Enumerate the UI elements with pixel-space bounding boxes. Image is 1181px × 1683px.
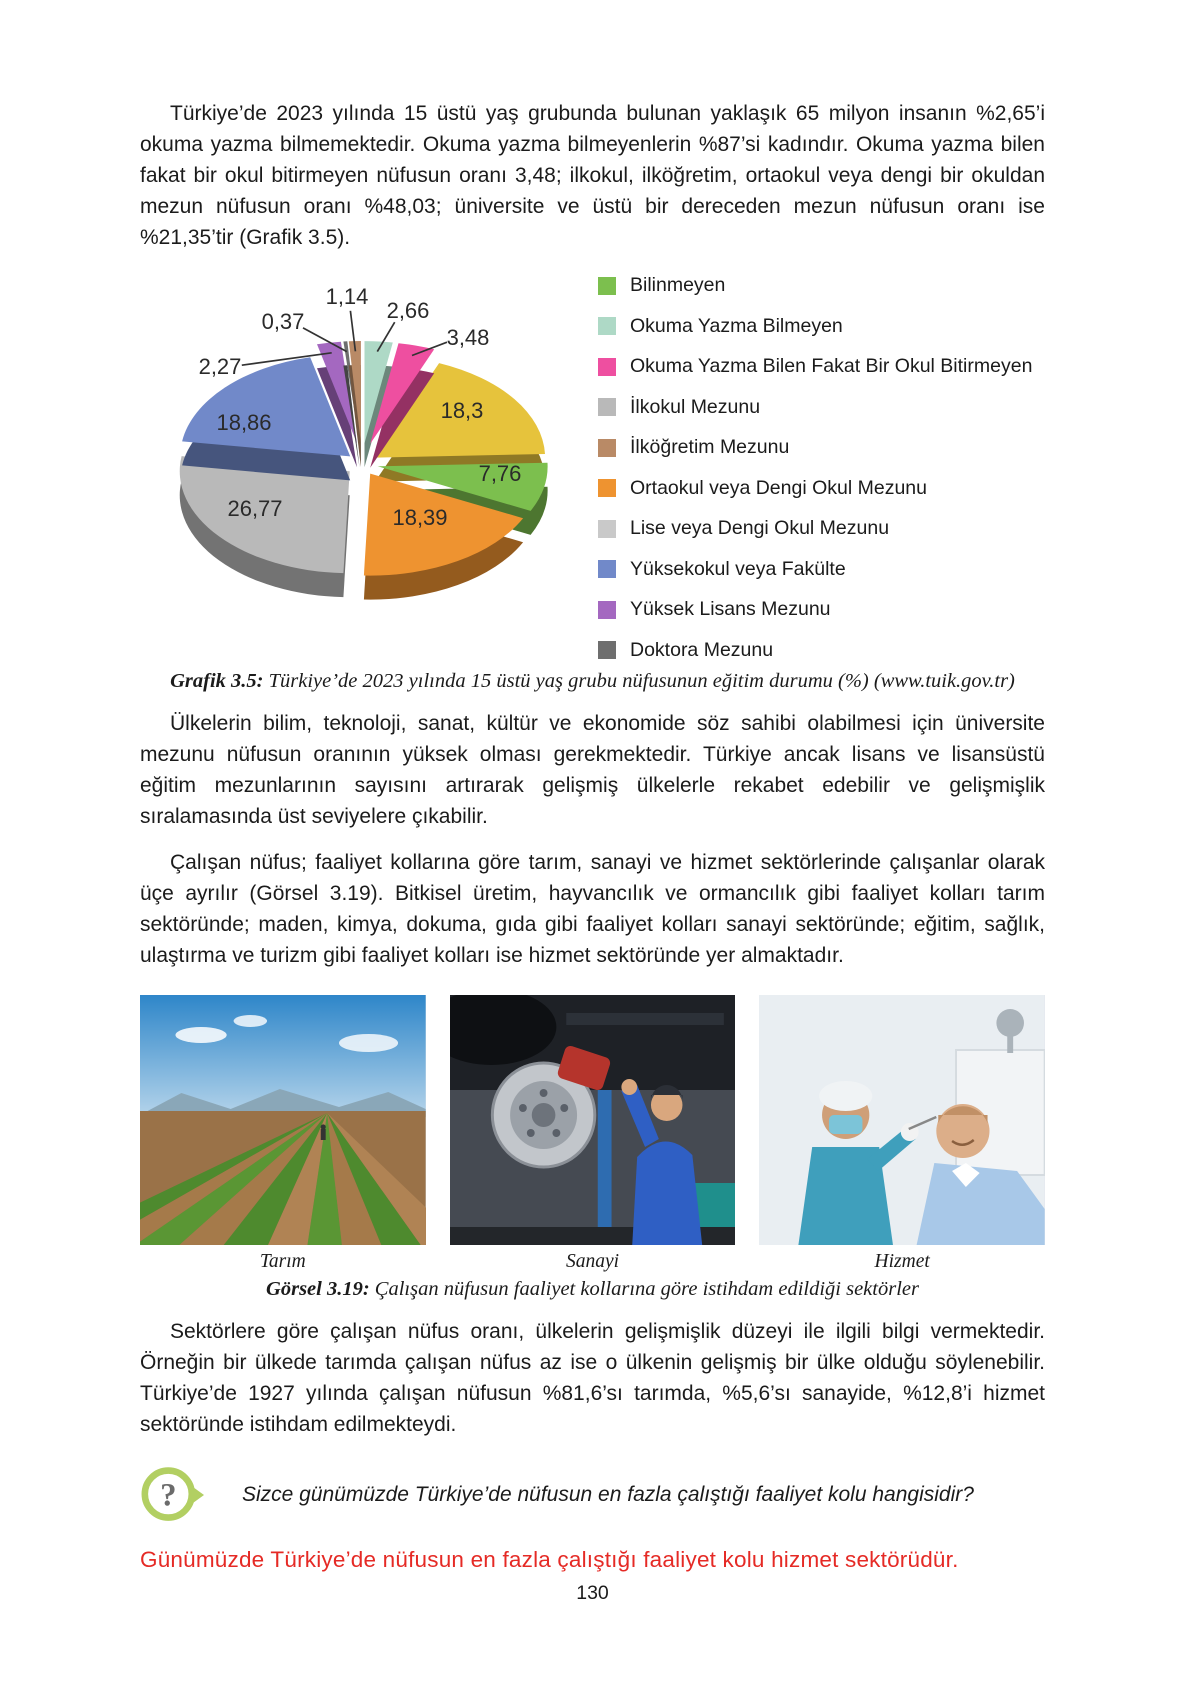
photo-tarim	[140, 995, 426, 1245]
legend-item	[598, 477, 1032, 500]
legend-swatch	[598, 641, 616, 659]
grafik-caption-label: Grafik 3.5:	[170, 669, 264, 692]
pie-value-label: 18,39	[392, 505, 448, 530]
caption-hizmet: Hizmet	[874, 1250, 930, 1272]
legend-label: Ortaokul veya Dengi Okul Mezunu	[630, 476, 927, 499]
legend-item	[598, 639, 1032, 662]
legend-item	[598, 436, 1032, 459]
photo-sanayi	[450, 995, 736, 1245]
farm-field-illustration	[140, 995, 426, 1245]
legend-swatch	[598, 439, 616, 457]
sectors-paragraph: Çalışan nüfus; faaliyet kollarına göre tarım, sanayi ve hizmet sektörlerinde çalışanlar olarak üçe ayrılır (Görsel 3.19). Bitkisel üretim, hayvancılık ve ormancılık gibi faaliyet kolları tarım sektöründe; maden, kimya, dokuma, gıda gibi faaliyet kolları sanayi sektöründe; eğitim, sağlık, ulaştırma ve turizm gibi faaliyet kolları ise hizmet sektöründe yer almaktadır.	[140, 850, 1045, 967]
pie-value-label: 2,66	[386, 298, 430, 323]
legend-label: Okuma Yazma Bilmeyen	[630, 314, 843, 337]
legend-item	[598, 355, 1032, 378]
legend-label: Doktora Mezunu	[630, 638, 774, 661]
photo-hizmet	[759, 995, 1045, 1245]
pie-value-label: 7,76	[478, 461, 522, 486]
grafik-caption	[140, 668, 1045, 694]
caption-sanayi: Sanayi	[565, 1250, 620, 1272]
question-mark-icon	[140, 1464, 206, 1526]
healthcare-illustration	[759, 995, 1045, 1245]
gorsel-caption-label: Görsel 3.19:	[266, 1277, 370, 1300]
chart-legend	[598, 268, 1032, 662]
legend-item	[598, 598, 1032, 621]
education-pie-chart-figure	[140, 268, 1045, 662]
legend-item	[598, 315, 1032, 338]
pie-value-label: 0,37	[261, 309, 305, 334]
question-block	[140, 1464, 1045, 1526]
sector-photos	[140, 995, 1045, 1245]
history-paragraph: Sektörlere göre çalışan nüfus oranı, ülkelerin gelişmişlik düzeyi ile ilgili bilgi vermektedir. Örneğin bir ülkede tarımda çalışan nüfus az ise o ülkenin gelişmiş bir ülke olduğu söylenebilir. Türkiye’de 1927 yılında çalışan nüfusun %81,6’sı tarımda, %5,6’sı sanayide, %12,8’i hizmet sektöründe istihdam edilmekteydi.	[140, 1319, 1045, 1436]
legend-item	[598, 396, 1032, 419]
gorsel-caption	[140, 1276, 1045, 1302]
question-text: Sizce günümüzde Türkiye’de nüfusun en fazla çalıştığı faaliyet kolu hangisidir?	[242, 1483, 974, 1506]
photo-captions	[140, 1250, 1045, 1274]
intro-paragraph: Türkiye’de 2023 yılında 15 üstü yaş grubunda bulunan yaklaşık 65 milyon insanın %2,65’i okuma yazma bilmemektedir. Okuma yazma bilmeyenlerin %87’si kadındır. Okuma yazma bilen fakat bir okul bitirmeyen nüfusun oranı 3,48; ilkokul, ilköğretim, ortaokul veya dengi bir okuldan mezun nüfusun oranı %48,03; üniversite ve üstü bir dereceden mezun nüfusun oranı ise %21,35’tir (Grafik 3.5).	[140, 102, 1045, 249]
caption-tarim: Tarım	[259, 1250, 306, 1272]
legend-swatch	[598, 317, 616, 335]
legend-swatch	[598, 479, 616, 497]
legend-item	[598, 517, 1032, 540]
legend-label: Yüksekokul veya Fakülte	[630, 557, 846, 580]
legend-swatch	[598, 601, 616, 619]
legend-label: Okuma Yazma Bilen Fakat Bir Okul Bitirmeyen	[630, 355, 1033, 377]
legend-label: Bilinmeyen	[630, 274, 726, 296]
legend-swatch	[598, 560, 616, 578]
pie-value-label: 1,14	[325, 284, 369, 309]
legend-label: Yüksek Lisans Mezunu	[630, 598, 831, 620]
pie-value-label: 2,27	[198, 354, 242, 379]
page-number: 130	[576, 1581, 609, 1604]
legend-item	[598, 558, 1032, 581]
legend-swatch	[598, 358, 616, 376]
pie-value-label: 18,86	[216, 410, 272, 435]
legend-label: İlköğretim Mezunu	[630, 436, 790, 458]
legend-swatch	[598, 398, 616, 416]
legend-swatch	[598, 277, 616, 295]
handwritten-answer: Günümüzde Türkiye’de nüfusun en fazla çalıştığı faaliyet kolu hizmet sektörüdür.	[140, 1546, 959, 1572]
pie-value-label: 26,77	[227, 496, 283, 521]
pie-chart	[140, 268, 592, 620]
pie-value-label: 18,3	[440, 398, 484, 423]
pie-value-label: 3,48	[446, 325, 490, 350]
legend-label: Lise veya Dengi Okul Mezunu	[630, 517, 890, 539]
university-paragraph: Ülkelerin bilim, teknoloji, sanat, kültür ve ekonomide söz sahibi olabilmesi için üniversite mezunu nüfusun oranının yüksek olması gerekmektedir. Türkiye ancak lisans ve lisansüstü eğitim mezunlarının sayısını artırarak gelişmiş ülkelerle rekabet edebilir ve gelişmişlik sıralamasında üst seviyelere çıkabilir.	[140, 711, 1045, 828]
legend-label: İlkokul Mezunu	[630, 395, 761, 418]
svg-text:?: ?	[160, 1476, 177, 1513]
legend-item	[598, 274, 1032, 297]
grafik-caption-text: Türkiye’de 2023 yılında 15 üstü yaş grubu nüfusunun eğitim durumu (%) (www.tuik.gov.tr)	[263, 669, 1015, 692]
legend-swatch	[598, 520, 616, 538]
mechanic-illustration	[450, 995, 736, 1245]
gorsel-caption-text: Çalışan nüfusun faaliyet kollarına göre istihdam edildiği sektörler	[369, 1277, 919, 1300]
